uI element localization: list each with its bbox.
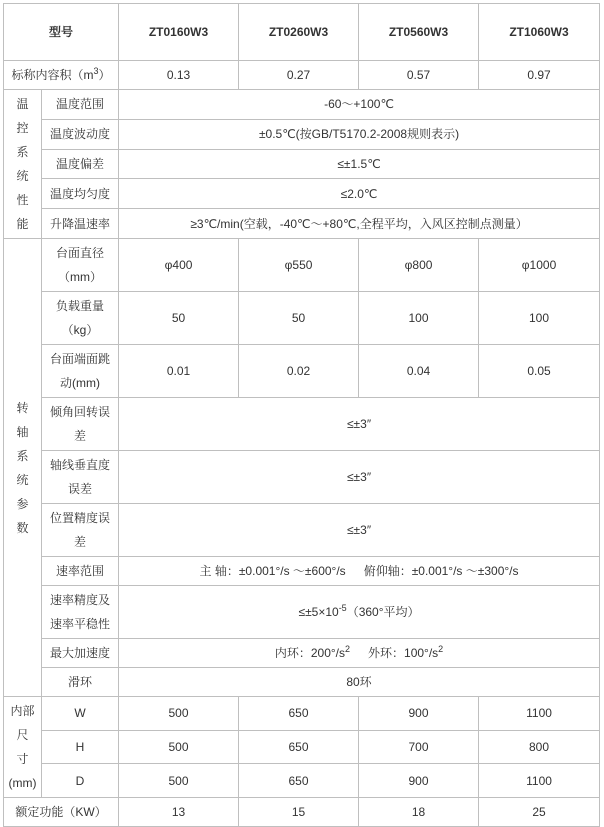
model-name: ZT0560W3 (359, 4, 479, 61)
axis-row (4, 557, 600, 586)
power-value: 13 (119, 798, 239, 827)
axis-row (4, 345, 600, 398)
table-diameter-value: φ550 (239, 239, 359, 292)
size-value: 800 (479, 730, 600, 764)
power-row (4, 798, 600, 827)
volume-row (4, 61, 600, 90)
max-accel-label: 最大加速度 (42, 639, 119, 668)
size-row (4, 764, 600, 798)
size-value: 900 (359, 697, 479, 731)
perp-error-label: 轴线垂直度 误差 (42, 451, 119, 504)
table-diameter-value: φ1000 (479, 239, 600, 292)
position-accuracy-value: ≤±3″ (119, 504, 600, 557)
power-value: 15 (239, 798, 359, 827)
size-value: 1100 (479, 697, 600, 731)
spec-table (3, 3, 600, 827)
temp-deviation-value: ≤±1.5℃ (119, 149, 600, 179)
tilt-error-label: 倾角回转误 差 (42, 398, 119, 451)
axis-row (4, 586, 600, 639)
tilt-error-value: ≤±3″ (119, 398, 600, 451)
slip-ring-value: 80环 (119, 668, 600, 697)
axis-row (4, 451, 600, 504)
load-weight-value: 50 (119, 292, 239, 345)
ramp-rate-label: 升降温速率 (42, 209, 119, 239)
size-value: 500 (119, 697, 239, 731)
load-weight-value: 50 (239, 292, 359, 345)
size-row (4, 730, 600, 764)
volume-label: 标称内容积$(m^3)$ (4, 61, 119, 90)
load-weight-label: 负载重量 （kg） (42, 292, 119, 345)
max-accel-value: 内环：$200^\circ/s^2$ 外环：$100^\circ/s^2$ (119, 639, 600, 668)
rate-range-label: 速率范围 (42, 557, 119, 586)
size-row (4, 697, 600, 731)
volume-value: 0.97 (479, 61, 600, 90)
power-value: 25 (479, 798, 600, 827)
size-dim-label: D (42, 764, 119, 798)
temp-uniformity-label: 温度均匀度 (42, 179, 119, 209)
model-name: ZT0260W3 (239, 4, 359, 61)
temp-deviation-label: 温度偏差 (42, 149, 119, 179)
temp-system-group: 温 控 系 统 性 能 (4, 90, 42, 239)
size-value: 650 (239, 764, 359, 798)
axis-row (4, 239, 600, 292)
temp-row (4, 119, 600, 149)
model-name: ZT1060W3 (479, 4, 600, 61)
position-accuracy-label: 位置精度误 差 (42, 504, 119, 557)
temp-row (4, 149, 600, 179)
runout-value: 0.02 (239, 345, 359, 398)
axis-row (4, 292, 600, 345)
model-name: ZT0160W3 (119, 4, 239, 61)
axis-row (4, 504, 600, 557)
volume-value: 0.13 (119, 61, 239, 90)
temp-uniformity-value: ≤2.0℃ (119, 179, 600, 209)
temp-fluctuation-value: ±0.5℃(按GB/T5170.2-2008规则表示) (119, 119, 600, 149)
rate-range-value: 主 轴：±0.001°/s ～±600°/s 俯仰轴：±0.001°/s ～±300°/s (119, 557, 600, 586)
axis-row (4, 398, 600, 451)
size-value: 1100 (479, 764, 600, 798)
size-value: 650 (239, 730, 359, 764)
temp-range-value: -60～+100℃ (119, 90, 600, 120)
table-diameter-value: φ400 (119, 239, 239, 292)
axis-row (4, 668, 600, 697)
rate-accuracy-value: $\le\pm 5\times 10^{-5}(360^\circ$平均） (119, 586, 600, 639)
runout-value: 0.04 (359, 345, 479, 398)
size-value: 500 (119, 764, 239, 798)
size-dim-label: H (42, 730, 119, 764)
rate-accuracy-label: 速率精度及 速率平稳性 (42, 586, 119, 639)
slip-ring-label: 滑环 (42, 668, 119, 697)
axis-row (4, 639, 600, 668)
temp-range-label: 温度范围 (42, 90, 119, 120)
runout-label: 台面端面跳 动(mm) (42, 345, 119, 398)
inner-size-group: 内部尺 寸 (mm) (4, 697, 42, 798)
size-value: 700 (359, 730, 479, 764)
volume-value: 0.57 (359, 61, 479, 90)
model-label: 型号 (4, 4, 119, 61)
table-diameter-label: 台面直径 （mm） (42, 239, 119, 292)
load-weight-value: 100 (479, 292, 600, 345)
table-diameter-value: φ800 (359, 239, 479, 292)
power-value: 18 (359, 798, 479, 827)
runout-value: 0.05 (479, 345, 600, 398)
size-value: 500 (119, 730, 239, 764)
load-weight-value: 100 (359, 292, 479, 345)
size-value: 650 (239, 697, 359, 731)
ramp-rate-value: ≥3℃/min(空载，-40℃～+80℃,全程平均，入风区控制点测量） (119, 209, 600, 239)
perp-error-value: ≤±3″ (119, 451, 600, 504)
size-value: 900 (359, 764, 479, 798)
header-row (4, 4, 600, 61)
temp-row (4, 209, 600, 239)
temp-fluctuation-label: 温度波动度 (42, 119, 119, 149)
temp-row (4, 90, 600, 120)
runout-value: 0.01 (119, 345, 239, 398)
size-dim-label: W (42, 697, 119, 731)
temp-row (4, 179, 600, 209)
volume-value: 0.27 (239, 61, 359, 90)
power-label: 额定功能（KW） (4, 798, 119, 827)
axis-system-group: 转 轴 系 统 参 数 (4, 239, 42, 697)
